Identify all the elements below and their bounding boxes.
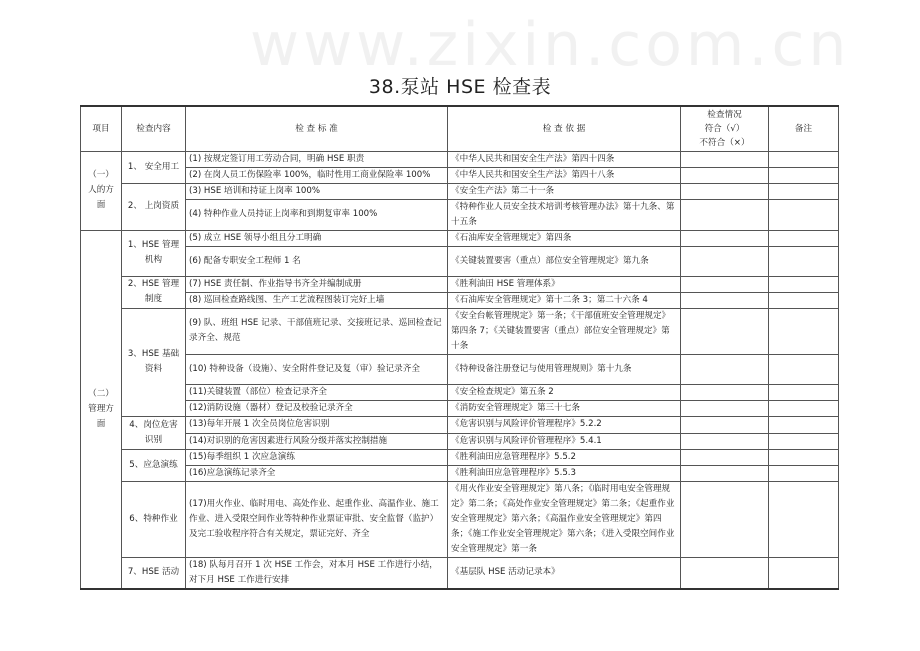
basis-cell: 《胜利油田 HSE 管理体系》 [448, 276, 681, 292]
table-row [81, 199, 839, 230]
remark-cell[interactable] [769, 230, 839, 246]
table-row [81, 276, 839, 292]
remark-cell[interactable] [769, 384, 839, 400]
section-cell: 7、HSE 活动 [122, 557, 186, 589]
check-status-cell[interactable] [681, 292, 769, 308]
header-remark: 备注 [769, 106, 839, 151]
criteria-cell: (4) 特种作业人员持证上岗率和到期复审率 100% [186, 199, 448, 230]
criteria-cell: (18) 队每月召开 1 次 HSE 工作会，对本月 HSE 工作进行小结，对下月 HSE 工作进行安排 [186, 557, 448, 589]
remark-cell[interactable] [769, 416, 839, 433]
header-check-l1: 检查情况 [707, 109, 742, 120]
remark-cell[interactable] [769, 433, 839, 449]
section-cell: 5、应急演练 [122, 449, 186, 481]
basis-cell: 《消防安全管理规定》第三十七条 [448, 400, 681, 416]
criteria-cell: (3) HSE 培训和持证上岗率 100% [186, 183, 448, 199]
check-status-cell[interactable] [681, 151, 769, 167]
section-cell: 4、岗位危害识别 [122, 416, 186, 449]
remark-cell[interactable] [769, 400, 839, 416]
category-cell: （二）管理方面 [81, 230, 122, 589]
header-item: 项目 [81, 106, 122, 151]
basis-cell: 《安全检查规定》第五条 2 [448, 384, 681, 400]
header-basis: 检 查 依 据 [448, 106, 681, 151]
basis-cell: 《基层队 HSE 活动记录本》 [448, 557, 681, 589]
basis-cell: 《特种作业人员安全技术培训考核管理办法》第十九条、第十五条 [448, 199, 681, 230]
criteria-cell: (1) 按规定签订用工劳动合同，明确 HSE 职责 [186, 151, 448, 167]
criteria-cell: (9) 队、班组 HSE 记录、干部值班记录、交接班记录、巡回检查记录齐全、规范 [186, 308, 448, 354]
table-row [81, 400, 839, 416]
section-cell: 2、 上岗资质 [122, 183, 186, 230]
remark-cell[interactable] [769, 199, 839, 230]
table-row [81, 151, 839, 167]
check-status-cell[interactable] [681, 246, 769, 276]
remark-cell[interactable] [769, 449, 839, 465]
basis-cell: 《胜利油田应急管理程序》5.5.2 [448, 449, 681, 465]
table-row [81, 465, 839, 481]
criteria-cell: (7) HSE 责任制、作业指导书齐全并编制成册 [186, 276, 448, 292]
basis-cell: 《关键装置要害（重点）部位安全管理规定》第九条 [448, 246, 681, 276]
criteria-cell: (14)对识别的危害因素进行风险分级并落实控制措施 [186, 433, 448, 449]
check-status-cell[interactable] [681, 384, 769, 400]
check-status-cell[interactable] [681, 230, 769, 246]
section-cell: 2、HSE 管理制度 [122, 276, 186, 308]
basis-cell: 《石油库安全管理规定》第四条 [448, 230, 681, 246]
remark-cell[interactable] [769, 308, 839, 354]
criteria-cell: (10) 特种设备（设施）、安全附件登记及复（审）验记录齐全 [186, 354, 448, 384]
table-row [81, 557, 839, 589]
table-row [81, 416, 839, 433]
remark-cell[interactable] [769, 183, 839, 199]
table-row [81, 183, 839, 199]
criteria-cell: (2) 在岗人员工伤保险率 100%，临时性用工商业保险率 100% [186, 167, 448, 183]
table-row [81, 246, 839, 276]
table-row [81, 433, 839, 449]
remark-cell[interactable] [769, 557, 839, 589]
criteria-cell: (11)关键装置（部位）检查记录齐全 [186, 384, 448, 400]
remark-cell[interactable] [769, 167, 839, 183]
criteria-cell: (6) 配备专职安全工程师 1 名 [186, 246, 448, 276]
criteria-cell: (15)每季组织 1 次应急演练 [186, 449, 448, 465]
check-status-cell[interactable] [681, 199, 769, 230]
header-row [81, 106, 839, 151]
table-row [81, 354, 839, 384]
header-content: 检查内容 [122, 106, 186, 151]
table-row [81, 449, 839, 465]
remark-cell[interactable] [769, 354, 839, 384]
remark-cell[interactable] [769, 465, 839, 481]
check-status-cell[interactable] [681, 183, 769, 199]
basis-cell: 《用火作业安全管理规定》第八条；《临时用电安全管理规定》第二条；《高处作业安全管理规定》第二条；《起重作业安全管理规定》第六条；《高温作业安全管理规定》第四条；《施工作业安全管理规定》第六条；《进入受限空间作业安全管理规定》第一条 [448, 481, 681, 557]
header-check-status [681, 106, 769, 151]
check-status-cell[interactable] [681, 557, 769, 589]
section-cell: 6、特种作业 [122, 481, 186, 557]
category-cell: （一）人的方面 [81, 151, 122, 230]
remark-cell[interactable] [769, 151, 839, 167]
criteria-cell: (8) 巡回检查路线图、生产工艺流程图装订完好上墙 [186, 292, 448, 308]
table-row [81, 167, 839, 183]
check-status-cell[interactable] [681, 167, 769, 183]
check-status-cell[interactable] [681, 308, 769, 354]
check-status-cell[interactable] [681, 276, 769, 292]
basis-cell: 《安全台帐管理规定》第一条；《干部值班安全管理规定》第四条 7；《关键装置要害（重点）部位安全管理规定》第十条 [448, 308, 681, 354]
check-status-cell[interactable] [681, 449, 769, 465]
hse-checklist-table [80, 105, 839, 590]
section-cell: 1、 安全用工 [122, 151, 186, 183]
check-status-cell[interactable] [681, 433, 769, 449]
header-check-l3: 不符合（×） [699, 137, 750, 148]
header-check-l2: 符合（√） [704, 123, 745, 134]
remark-cell[interactable] [769, 246, 839, 276]
section-cell: 1、HSE 管理机构 [122, 230, 186, 276]
basis-cell: 《安全生产法》第二十一条 [448, 183, 681, 199]
criteria-cell: (5) 成立 HSE 领导小组且分工明确 [186, 230, 448, 246]
remark-cell[interactable] [769, 276, 839, 292]
section-cell: 3、HSE 基础资料 [122, 308, 186, 416]
criteria-cell: (16)应急演练记录齐全 [186, 465, 448, 481]
check-status-cell[interactable] [681, 354, 769, 384]
basis-cell: 《中华人民共和国安全生产法》第四十八条 [448, 167, 681, 183]
basis-cell: 《危害识别与风险评价管理程序》5.4.1 [448, 433, 681, 449]
criteria-cell: (17)用火作业、临时用电、高处作业、起重作业、高温作业、施工作业、进入受限空间作业等特种作业票证审批、安全监督（监护）及完工验收程序符合有关规定，票证完好、齐全 [186, 481, 448, 557]
criteria-cell: (12)消防设施（器材）登记及校验记录齐全 [186, 400, 448, 416]
table-row [81, 292, 839, 308]
page-title: 38.泵站 HSE 检查表 [368, 76, 552, 98]
remark-cell[interactable] [769, 292, 839, 308]
basis-cell: 《危害识别与风险评价管理程序》5.2.2 [448, 416, 681, 433]
basis-cell: 《特种设备注册登记与使用管理规则》第十九条 [448, 354, 681, 384]
header-criteria: 检 查 标 准 [186, 106, 448, 151]
check-status-cell[interactable] [681, 465, 769, 481]
check-status-cell[interactable] [681, 481, 769, 557]
table-row [81, 308, 839, 354]
basis-cell: 《胜利油田应急管理程序》5.5.3 [448, 465, 681, 481]
watermark: www.zixin.com.cn [250, 10, 851, 80]
basis-cell: 《石油库安全管理规定》第十二条 3；第二十六条 4 [448, 292, 681, 308]
remark-cell[interactable] [769, 481, 839, 557]
criteria-cell: (13)每年开展 1 次全员岗位危害识别 [186, 416, 448, 433]
check-status-cell[interactable] [681, 416, 769, 433]
table-row [81, 481, 839, 557]
table-row [81, 384, 839, 400]
check-status-cell[interactable] [681, 400, 769, 416]
basis-cell: 《中华人民共和国安全生产法》第四十四条 [448, 151, 681, 167]
table-row [81, 230, 839, 246]
